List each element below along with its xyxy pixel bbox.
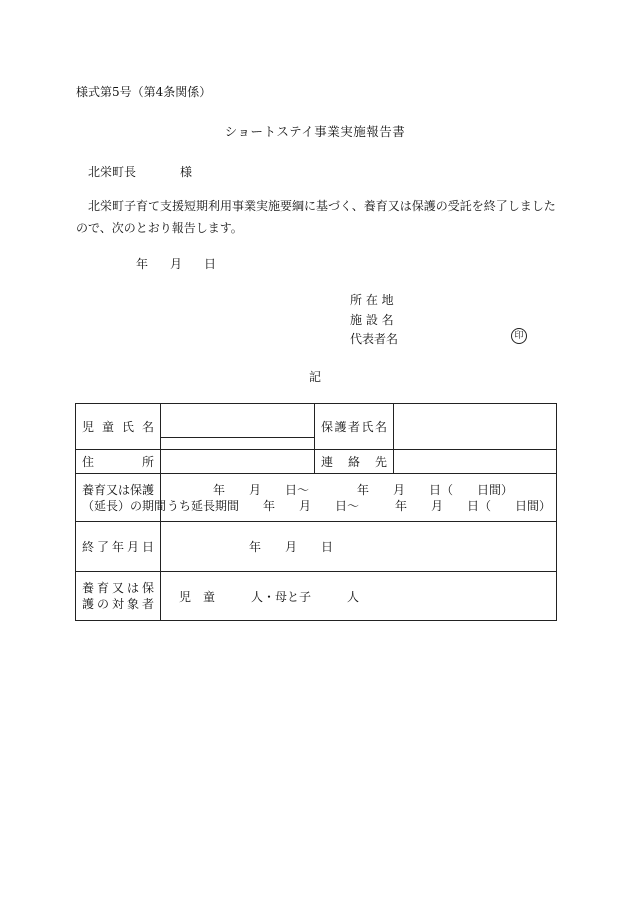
representative-label: 代表者名 — [350, 332, 399, 346]
child-name-field[interactable] — [161, 404, 315, 450]
addressee — [88, 164, 192, 180]
address-label: 住所 — [82, 455, 154, 469]
guardian-name-label: 保護者氏名 — [321, 420, 387, 434]
target-label-cell — [76, 572, 161, 621]
child-name-label: 児童氏名 — [82, 420, 154, 434]
end-date-field[interactable] — [161, 522, 557, 572]
table-row — [76, 450, 557, 474]
end-date-value: 年 月 日 — [249, 540, 334, 554]
table-row — [76, 522, 557, 572]
seal-icon: 印 — [511, 328, 527, 344]
target-value: 児 童 人・母と子 人 — [179, 589, 360, 604]
facility-label: 施 設 名 — [350, 313, 394, 327]
end-date-label: 終了年月日 — [82, 540, 154, 554]
ki-heading: 記 — [308, 370, 321, 384]
period-label-line-2: （延長）の期間 — [82, 498, 167, 513]
addressee-name: 北栄町長 — [88, 165, 137, 179]
form-number: 様式第5号（第4条関係） — [76, 85, 212, 99]
record-table — [75, 403, 557, 621]
date-line[interactable] — [136, 256, 216, 272]
period-line-1: 年 月 日〜 年 月 日（ 日間） — [213, 482, 514, 497]
guardian-name-label-cell — [315, 404, 394, 450]
date-year: 年 — [136, 257, 149, 271]
contact-field[interactable] — [394, 450, 557, 474]
child-name-field-line — [161, 415, 314, 438]
date-month: 月 — [170, 257, 183, 271]
table-row — [76, 474, 557, 522]
end-date-label-cell — [76, 522, 161, 572]
period-field[interactable] — [161, 474, 557, 522]
table-row — [76, 404, 557, 450]
table-row — [76, 572, 557, 621]
target-label-line-1: 養育又は保 — [82, 581, 154, 595]
location-label: 所 在 地 — [350, 293, 394, 307]
target-label-line-2: 護の対象者 — [82, 597, 154, 611]
child-name-label-cell — [76, 404, 161, 450]
contact-label-cell — [315, 450, 394, 474]
address-field[interactable] — [161, 450, 315, 474]
date-day: 日 — [204, 257, 217, 271]
period-label-cell — [76, 474, 167, 522]
document-title: ショートステイ事業実施報告書 — [224, 124, 406, 139]
contact-label: 連絡先 — [321, 455, 387, 469]
addressee-honorific: 様 — [180, 165, 193, 179]
guardian-name-field[interactable] — [394, 404, 557, 450]
address-label-cell — [76, 450, 161, 474]
period-line-2: うち延長期間 年 月 日〜 年 月 日（ 日間） — [167, 498, 552, 513]
body-text: 北栄町子育て支援短期利用事業実施要綱に基づく、養育又は保護の受託を終了しましたので、次のとおり報告します。 — [76, 199, 556, 235]
period-label-line-1: 養育又は保護 — [82, 482, 155, 497]
target-field[interactable] — [161, 572, 557, 621]
